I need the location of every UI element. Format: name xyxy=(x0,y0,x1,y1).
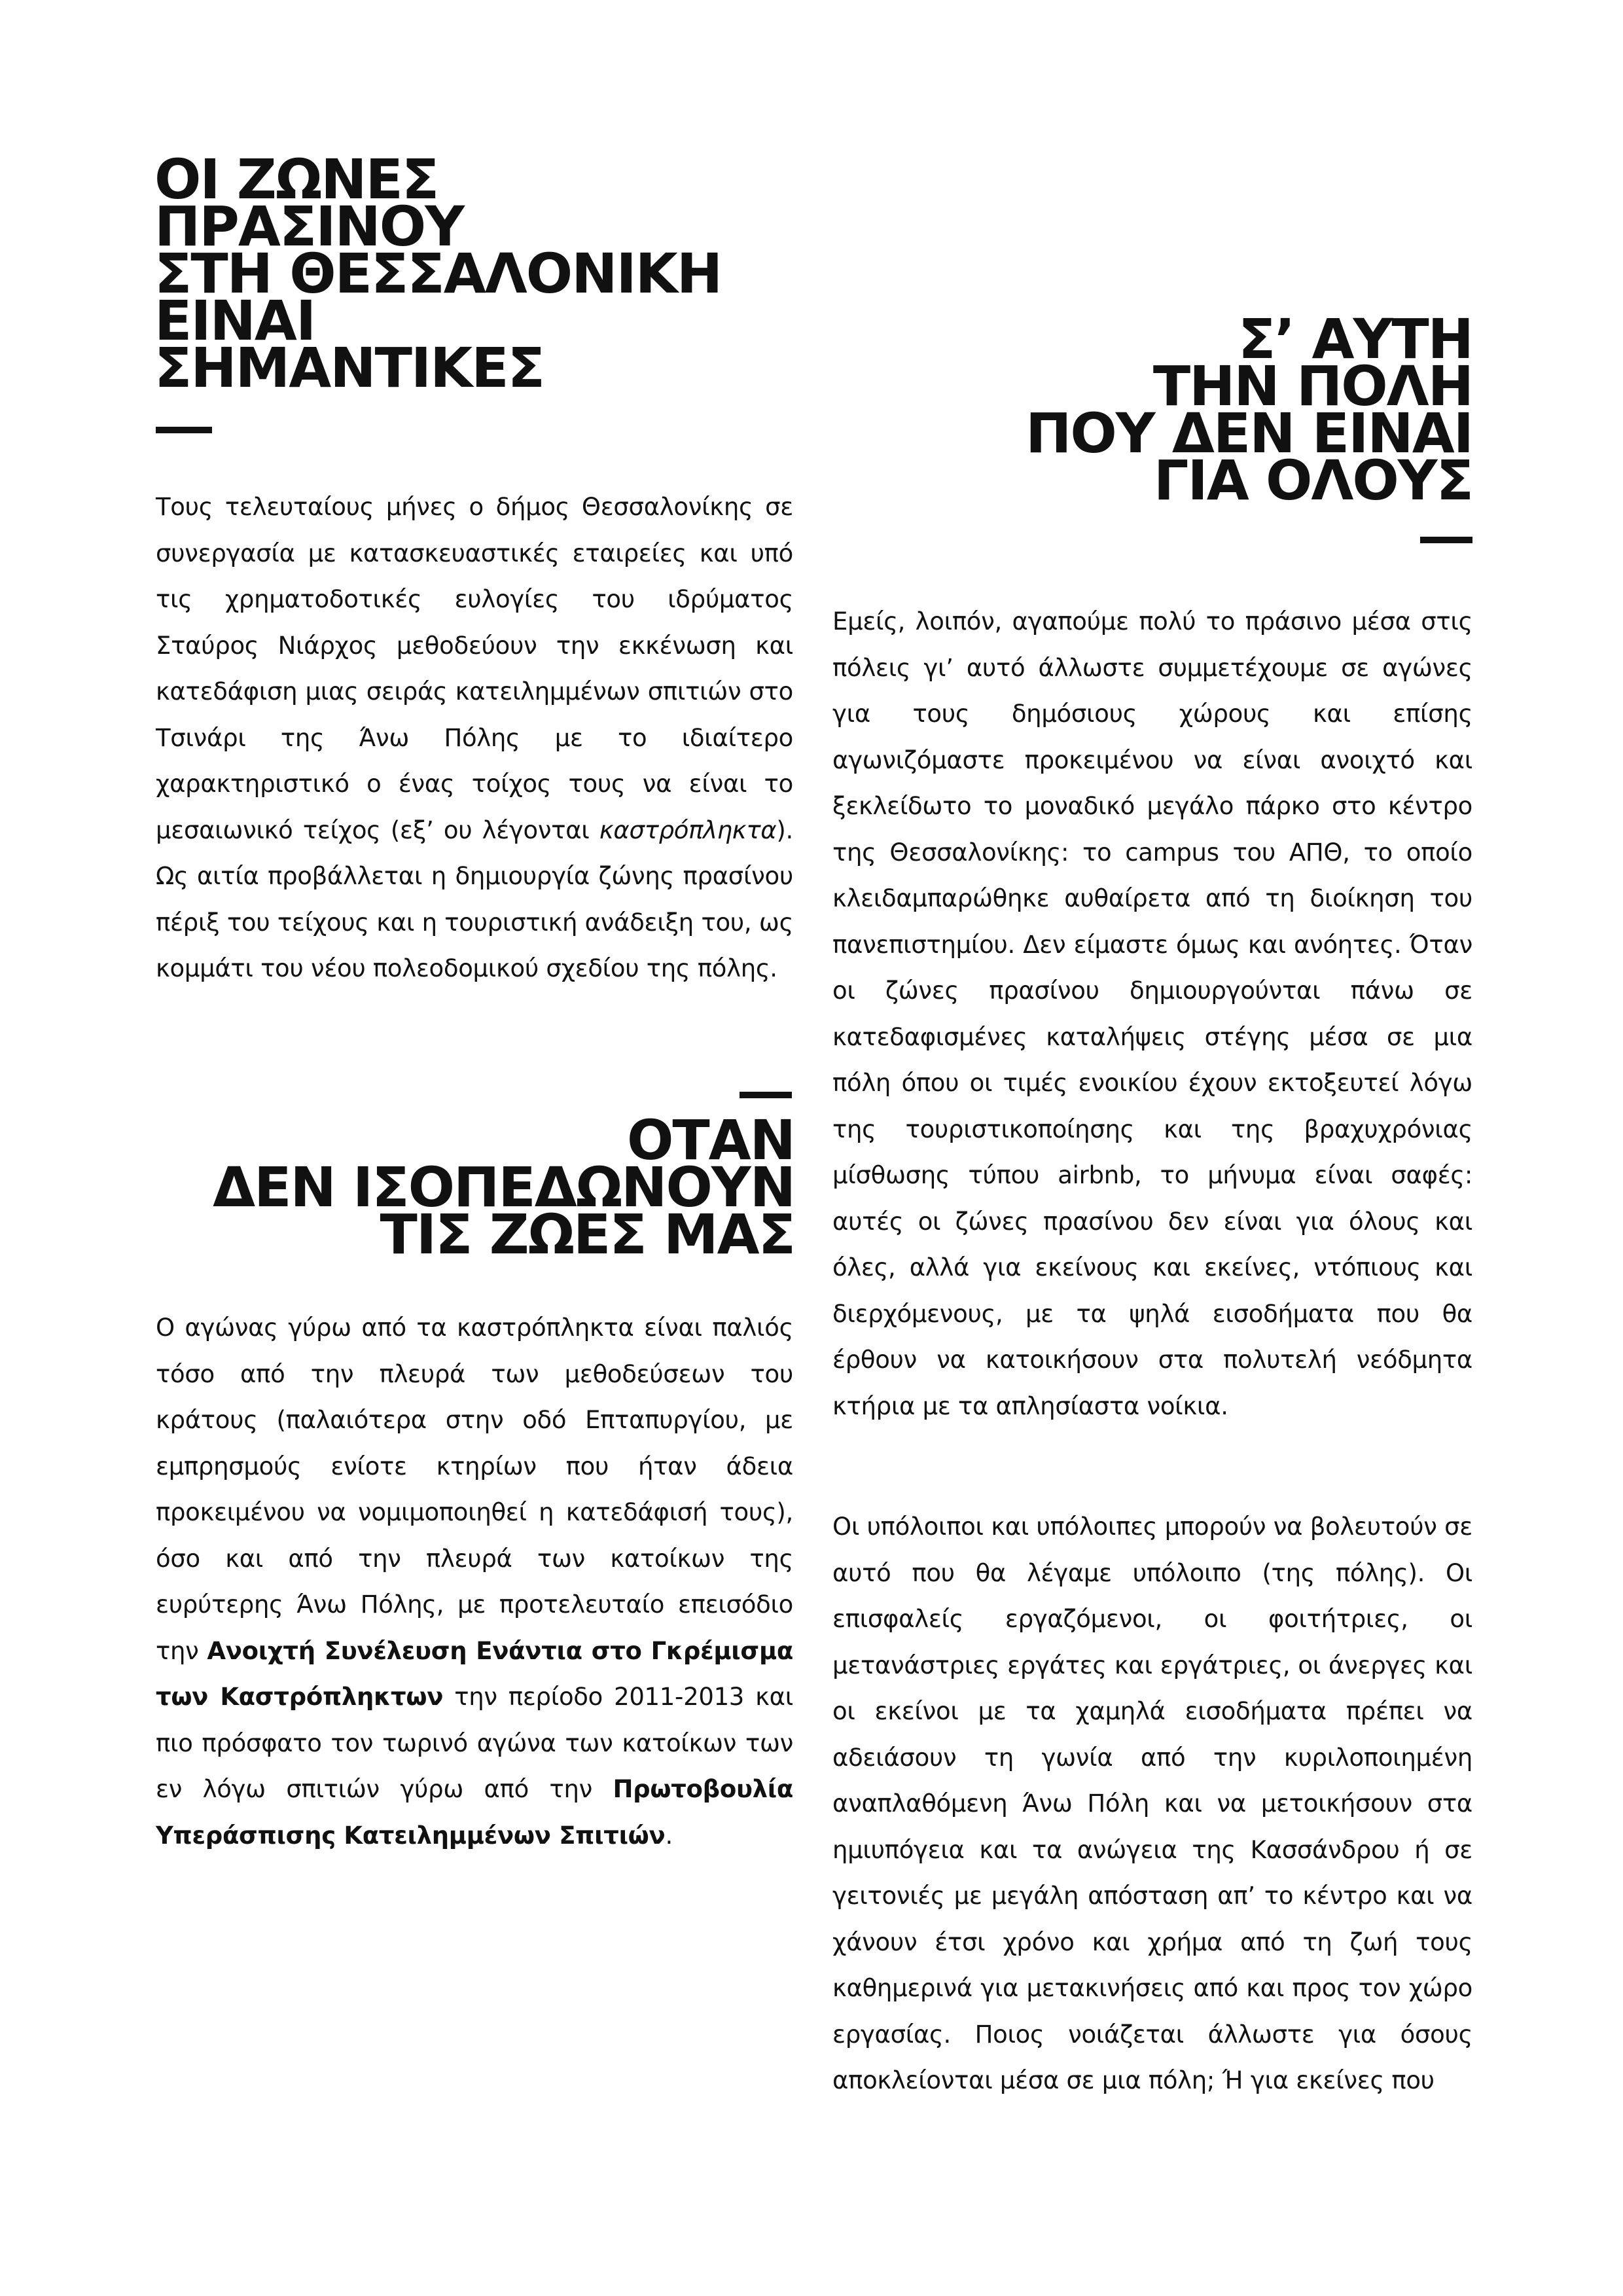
heading-line: ΟΙ ΖΩΝΕΣ xyxy=(154,147,438,211)
paragraph-intro xyxy=(156,484,793,992)
heading-line: ΔΕΝ ΙΣΟΠΕΔΩΝΟΥΝ xyxy=(213,1155,794,1219)
italic-text: καστρόπληκτα xyxy=(599,816,777,844)
heading-line: ΕΙΝΑΙ xyxy=(154,289,315,353)
dash-divider xyxy=(156,427,212,433)
heading-green-zones xyxy=(154,147,809,400)
heading-line: ΓΙΑ ΟΛΟΥΣ xyxy=(1153,448,1472,512)
heading-city-not-for-all xyxy=(825,307,1472,512)
heading-line: ΟΤΑΝ xyxy=(626,1108,794,1172)
bold-text: Πρωτοβουλία Υπεράσπισης Κατειλημμένων Σπιτιών xyxy=(156,1775,793,1850)
bold-text: Ανοιχτή Συνέλευση Ενάντια στο Γκρέμισμα των Καστρόπληκτων xyxy=(156,1636,793,1711)
heading-line: ΣΗΜΑΝΤΙΚΕΣ xyxy=(154,336,544,400)
heading-line: ΤΗΝ ΠΟΛΗ xyxy=(1152,354,1472,418)
heading-line: ΤΙΣ ΖΩΕΣ ΜΑΣ xyxy=(380,1202,794,1266)
dash-divider xyxy=(1420,537,1472,543)
heading-line: ΠΡΑΣΙΝΟΥ xyxy=(154,194,464,259)
paragraph-struggle xyxy=(156,1305,793,1859)
heading-line: Σ’ ΑΥΤΗ xyxy=(1238,307,1472,371)
dash-divider xyxy=(740,1092,792,1098)
text: Ο αγώνας γύρω από τα καστρόπληκτα είναι παλιός τόσο από την πλευρά των μεθοδεύσεων του κράτους (παλαιότερα στην οδό Επταπυργίου, με εμπρησμούς ενίοτε κτηρίων που ήταν άδεια προκειμένου να νομιμοποιηθεί η κατεδάφισή τους), όσο και από την πλευρά των κατοίκων της ευρύτερης Άνω Πόλης, με προτελευταίο επεισόδιο την xyxy=(156,1314,793,1665)
paragraph-we-love-green: Εμείς, λοιπόν, αγαπούμε πολύ το πράσινο μέσα στις πόλεις γι’ αυτό άλλωστε συμμετέχουμε σε αγώνες για τους δημόσιους χώρους και επίσης αγωνιζόμαστε προκειμένου να είναι ανοιχτό και ξεκλείδωτο το μοναδικό μεγάλο πάρκο στο κέντρο της Θεσσαλονίκης: το campus του ΑΠΘ, το οποίο κλειδαμπαρώθηκε αυθαίρετα από τη διοίκηση του πανεπιστημίου. Δεν είμαστε όμως και ανόητες. Όταν οι ζώνες πρασίνου δημιουργούνται πάνω σε κατεδαφισμένες καταλήψεις στέγης μέσα σε μια πόλη όπου οι τιμές ενοικίου έχουν εκτοξευτεί λόγω της τουριστικοποίησης και της βραχυχρόνιας μίσθωσης τύπου airbnb, το μήνυμα είναι σαφές: αυτές οι ζώνες πρασίνου δεν είναι για όλους και όλες, αλλά για εκείνους και εκείνες, ντόπιους και διερχόμενους, με τα ψηλά εισοδήματα που θα έρθουν να κατοικήσουν στα πολυτελή νεόδμητα κτήρια με τα απλησίαστα νοίκια. xyxy=(832,607,1472,1420)
heading-line: ΠΟΥ ΔΕΝ ΕΙΝΑΙ xyxy=(1026,401,1472,465)
paragraph-the-rest: Οι υπόλοιποι και υπόλοιπες μπορούν να βολευτούν σε αυτό που θα λέγαμε υπόλοιπο (της πόλης). Οι επισφαλείς εργαζόμενοι, οι φοιτήτριες, οι μετανάστριες εργάτες και εργάτριες, οι άνεργες και οι εκείνοι με τα χαμηλά εισοδήματα πρέπει να αδειάσουν τη γωνία από την κυριλοποιημένη αναπλαθόμενη Άνω Πόλη και να μετοικήσουν στα ημιυπόγεια και τα ανώγεια της Κασσάνδρου ή σε γειτονιές με μεγάλη απόσταση απ’ το κέντρο και να χάνουν έτσι χρόνο και χρήμα από τη ζωή τους καθημερινά για μετακινήσεις από και προς τον χώρο εργασίας. Ποιος νοιάζεται άλλωστε για όσους αποκλείονται μέσα σε μια πόλη; Ή για εκείνες που xyxy=(832,1513,1472,2094)
text: ). Ως αιτία προβάλλεται η δημιουργία ζώνης πρασίνου πέριξ του τείχους και η τουριστική ανάδειξη του, ως κομμάτι του νέου πολεοδομικού σχεδίου της πόλης. xyxy=(156,816,793,982)
text: Τους τελευταίους μήνες ο δήμος Θεσσαλονίκης σε συνεργασία με κατασκευαστικές εταιρείες και υπό τις χρηματοδοτικές ευλογίες του ιδρύματος Σταύρος Νιάρχος μεθοδεύουν την εκκένωση και κατεδάφιση μιας σειράς κατειλημμένων σπιτιών στο Τσινάρι της Άνω Πόλης με το ιδιαίτερο χαρακτηριστικό ο ένας τοίχος τους να είναι το μεσαιωνικό τείχος (εξ’ ου λέγονται xyxy=(156,493,793,844)
heading-when-they-dont-flatten xyxy=(137,1108,794,1266)
text: . xyxy=(665,1821,673,1850)
heading-line: ΣΤΗ ΘΕΣΣΑΛΟΝΙΚΗ xyxy=(154,242,722,306)
text: την περίοδο 2011-2013 και πιο πρόσφατο τον τωρινό αγώνα των κατοίκων των εν λόγω σπιτιών γύρω από την xyxy=(156,1683,793,1803)
